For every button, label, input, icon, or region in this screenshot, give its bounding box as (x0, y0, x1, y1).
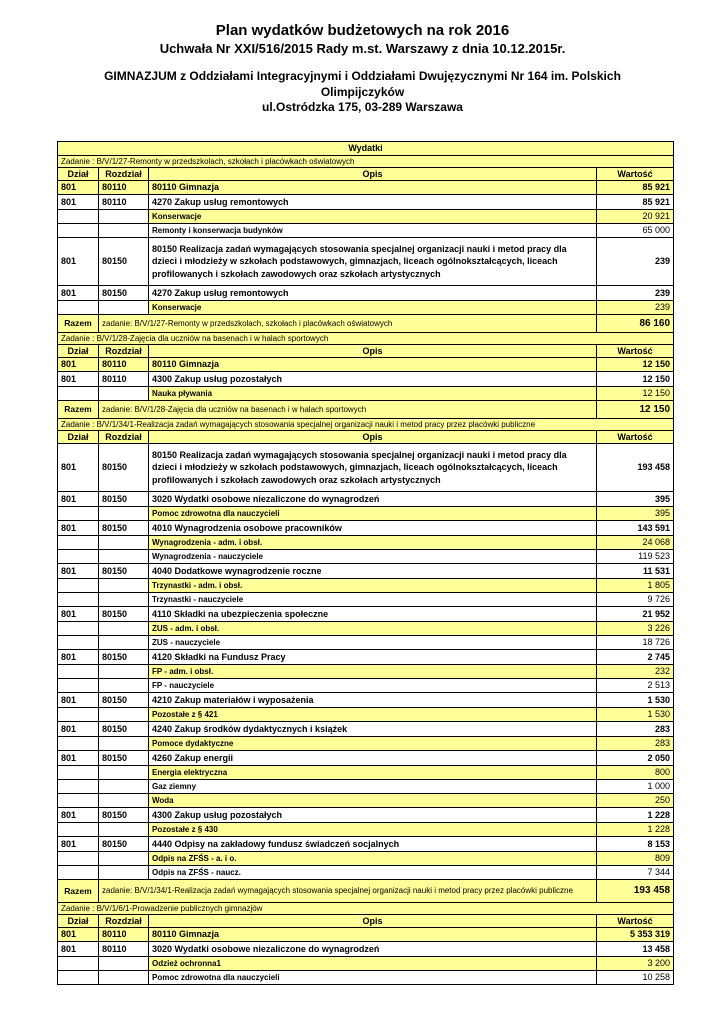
cell-wartosc: 809 (597, 852, 674, 866)
cell-opis: Wynagrodzenia - nauczyciele (149, 550, 597, 564)
cell-opis: Konserwacje (149, 210, 597, 224)
cell-rozdzial: 80150 (99, 751, 149, 766)
cell-opis: Pomoc zdrowotna dla nauczycieli (149, 971, 597, 985)
col-header-dzial: Dział (58, 168, 99, 181)
cell-dzial (58, 794, 99, 808)
cell-opis: Pozostałe z § 430 (149, 823, 597, 837)
total-label: Razem (58, 315, 99, 333)
cell-dzial (58, 866, 99, 880)
cell-rozdzial (99, 737, 149, 751)
cell-dzial: 801 (58, 521, 99, 536)
cell-opis: 4260 Zakup energii (149, 751, 597, 766)
cell-rozdzial: 80150 (99, 521, 149, 536)
cell-wartosc: 239 (597, 301, 674, 315)
cell-dzial (58, 507, 99, 521)
cell-wartosc: 1 805 (597, 579, 674, 593)
table-row (58, 823, 674, 837)
resolution-subtitle: Uchwała Nr XXI/516/2015 Rady m.st. Warszawy z dnia 10.12.2015r. (159, 41, 566, 56)
table-row (58, 564, 674, 579)
table-row (58, 708, 674, 722)
cell-dzial (58, 957, 99, 971)
cell-dzial: 801 (58, 372, 99, 387)
cell-rozdzial: 80110 (99, 928, 149, 942)
cell-opis: 3020 Wydatki osobowe niezaliczone do wynagrodzeń (149, 942, 597, 957)
cell-opis: Pomoce dydaktyczne (149, 737, 597, 751)
cell-dzial: 801 (58, 181, 99, 195)
cell-wartosc: 143 591 (597, 521, 674, 536)
school-address: ul.Ostródzka 175, 03-289 Warszawa (262, 100, 463, 114)
table-row (58, 238, 674, 286)
total-value: 12 150 (597, 401, 674, 419)
cell-dzial (58, 766, 99, 780)
cell-dzial (58, 387, 99, 401)
cell-opis: 4010 Wynagrodzenia osobowe pracowników (149, 521, 597, 536)
cell-wartosc: 250 (597, 794, 674, 808)
cell-opis: 3020 Wydatki osobowe niezaliczone do wynagrodzeń (149, 492, 597, 507)
table-heading: Wydatki (58, 142, 674, 156)
cell-wartosc: 2 745 (597, 650, 674, 665)
total-value: 86 160 (597, 315, 674, 333)
cell-opis: Trzynastki - adm. i obsł. (149, 579, 597, 593)
cell-rozdzial (99, 971, 149, 985)
table-row (58, 942, 674, 957)
table-row (58, 636, 674, 650)
table-row (58, 751, 674, 766)
cell-dzial (58, 210, 99, 224)
cell-wartosc: 20 921 (597, 210, 674, 224)
cell-wartosc: 13 458 (597, 942, 674, 957)
cell-wartosc: 10 258 (597, 971, 674, 985)
cell-opis: 80110 Gimnazja (149, 358, 597, 372)
task-row (58, 419, 674, 431)
task-label: Zadanie : B/V/1/28-Zajęcia dla uczniów na basenach i w halach sportowych (58, 333, 674, 345)
table-row (58, 301, 674, 315)
cell-opis: Pomoc zdrowotna dla nauczycieli (149, 507, 597, 521)
table-row (58, 622, 674, 636)
cell-dzial (58, 636, 99, 650)
table-row (58, 971, 674, 985)
cell-rozdzial (99, 823, 149, 837)
col-header-wartosc: Wartość (597, 168, 674, 181)
cell-rozdzial: 80150 (99, 607, 149, 622)
cell-dzial: 801 (58, 837, 99, 852)
cell-opis: 4210 Zakup materiałów i wyposażenia (149, 693, 597, 708)
cell-wartosc: 3 200 (597, 957, 674, 971)
table-row (58, 837, 674, 852)
cell-wartosc: 85 921 (597, 195, 674, 210)
cell-rozdzial (99, 507, 149, 521)
cell-opis: 80150 Realizacja zadań wymagających stosowania specjalnej organizacji nauki i metod pracy dla dzieci i młodzieży w szkołach podstawowych, gimnazjach, liceach ogólnokształcących, liceach profilowanych i szkołach zawodowych oraz szkołach artystycznych (149, 238, 597, 286)
table-row (58, 722, 674, 737)
col-header-wartosc: Wartość (597, 345, 674, 358)
cell-rozdzial: 80150 (99, 238, 149, 286)
cell-rozdzial: 80110 (99, 942, 149, 957)
cell-rozdzial (99, 780, 149, 794)
cell-opis: FP - adm. i obsł. (149, 665, 597, 679)
table-row (58, 852, 674, 866)
cell-opis: Trzynastki - nauczyciele (149, 593, 597, 607)
total-label: Razem (58, 880, 99, 903)
table-row (58, 286, 674, 301)
cell-wartosc: 232 (597, 665, 674, 679)
cell-wartosc: 8 153 (597, 837, 674, 852)
table-row (58, 492, 674, 507)
cell-wartosc: 1 000 (597, 780, 674, 794)
cell-opis: Energia elektryczna (149, 766, 597, 780)
table-row (58, 550, 674, 564)
cell-rozdzial (99, 622, 149, 636)
cell-opis: Odpis na ZFŚS - naucz. (149, 866, 597, 880)
cell-wartosc: 7 344 (597, 866, 674, 880)
table-row (58, 794, 674, 808)
task-label: Zadanie : B/V/1/27-Remonty w przedszkolach, szkołach i placówkach oświatowych (58, 156, 674, 168)
school-name: GIMNAZJUM z Oddziałami Integracyjnymi i Oddziałami Dwujęzycznymi Nr 164 im. Polskich Olimpijczyków (104, 69, 621, 99)
table-row (58, 210, 674, 224)
expenses-table (57, 141, 674, 985)
cell-rozdzial: 80150 (99, 650, 149, 665)
cell-dzial: 801 (58, 358, 99, 372)
cell-dzial: 801 (58, 928, 99, 942)
cell-dzial (58, 224, 99, 238)
table-row (58, 693, 674, 708)
table-heading-row (58, 142, 674, 156)
cell-dzial (58, 665, 99, 679)
cell-rozdzial (99, 708, 149, 722)
cell-wartosc: 800 (597, 766, 674, 780)
cell-opis: 80150 Realizacja zadań wymagających stosowania specjalnej organizacji nauki i metod pracy dla dzieci i młodzieży w szkołach podstawowych, gimnazjach, liceach ogólnokształcących, liceach profilowanych i szkołach zawodowych oraz szkołach artystycznych (149, 444, 597, 492)
cell-wartosc: 1 228 (597, 823, 674, 837)
cell-rozdzial (99, 665, 149, 679)
cell-rozdzial (99, 852, 149, 866)
cell-wartosc: 5 353 319 (597, 928, 674, 942)
task-row (58, 333, 674, 345)
cell-rozdzial: 80110 (99, 195, 149, 210)
cell-rozdzial (99, 301, 149, 315)
cell-wartosc: 283 (597, 722, 674, 737)
table-row (58, 372, 674, 387)
cell-wartosc: 3 226 (597, 622, 674, 636)
cell-rozdzial: 80110 (99, 181, 149, 195)
column-header-row (58, 431, 674, 444)
total-description: zadanie: B/V/1/34/1-Realizacja zadań wymagających stosowania specjalnej organizacji nauki i metod pracy przez placówki publiczne (99, 880, 597, 903)
cell-rozdzial (99, 794, 149, 808)
cell-wartosc: 11 531 (597, 564, 674, 579)
total-value: 193 458 (597, 880, 674, 903)
cell-rozdzial: 80150 (99, 722, 149, 737)
col-header-opis: Opis (149, 915, 597, 928)
cell-wartosc: 283 (597, 737, 674, 751)
table-row (58, 507, 674, 521)
cell-rozdzial: 80150 (99, 492, 149, 507)
cell-rozdzial: 80110 (99, 358, 149, 372)
cell-wartosc: 24 068 (597, 536, 674, 550)
table-row (58, 679, 674, 693)
col-header-opis: Opis (149, 168, 597, 181)
table-row (58, 444, 674, 492)
cell-dzial (58, 550, 99, 564)
cell-opis: 4270 Zakup usług remontowych (149, 195, 597, 210)
table-row (58, 521, 674, 536)
col-header-wartosc: Wartość (597, 431, 674, 444)
cell-wartosc: 12 150 (597, 358, 674, 372)
cell-dzial: 801 (58, 564, 99, 579)
cell-opis: ZUS - adm. i obsł. (149, 622, 597, 636)
col-header-dzial: Dział (58, 431, 99, 444)
cell-dzial (58, 852, 99, 866)
cell-dzial: 801 (58, 722, 99, 737)
cell-opis: FP - nauczyciele (149, 679, 597, 693)
cell-opis: 4300 Zakup usług pozostałych (149, 372, 597, 387)
col-header-rozdzial: Rozdział (99, 168, 149, 181)
cell-wartosc: 193 458 (597, 444, 674, 492)
table-row (58, 866, 674, 880)
cell-dzial (58, 708, 99, 722)
task-label: Zadanie : B/V/1/6/1-Prowadzenie publicznych gimnazjów (58, 903, 674, 915)
cell-opis: 4440 Odpisy na zakładowy fundusz świadczeń socjalnych (149, 837, 597, 852)
cell-rozdzial (99, 536, 149, 550)
cell-dzial (58, 737, 99, 751)
cell-opis: 4240 Zakup środków dydaktycznych i książek (149, 722, 597, 737)
cell-opis: Konserwacje (149, 301, 597, 315)
cell-wartosc: 21 952 (597, 607, 674, 622)
table-row (58, 766, 674, 780)
total-label: Razem (58, 401, 99, 419)
cell-opis: 80110 Gimnazja (149, 181, 597, 195)
cell-rozdzial: 80110 (99, 372, 149, 387)
cell-dzial (58, 780, 99, 794)
table-row (58, 737, 674, 751)
cell-opis: Remonty i konserwacja budynków (149, 224, 597, 238)
task-total-row (58, 401, 674, 419)
col-header-rozdzial: Rozdział (99, 915, 149, 928)
column-header-row (58, 168, 674, 181)
cell-dzial: 801 (58, 444, 99, 492)
cell-rozdzial: 80150 (99, 808, 149, 823)
cell-dzial: 801 (58, 942, 99, 957)
cell-opis: Gaz ziemny (149, 780, 597, 794)
cell-rozdzial: 80150 (99, 286, 149, 301)
cell-rozdzial (99, 957, 149, 971)
cell-dzial: 801 (58, 607, 99, 622)
cell-rozdzial (99, 766, 149, 780)
table-row (58, 650, 674, 665)
table-row (58, 808, 674, 823)
cell-opis: 4110 Składki na ubezpieczenia społeczne (149, 607, 597, 622)
task-total-row (58, 880, 674, 903)
cell-opis: ZUS - nauczyciele (149, 636, 597, 650)
table-row (58, 665, 674, 679)
cell-opis: Wynagrodzenia - adm. i obsł. (149, 536, 597, 550)
cell-wartosc: 12 150 (597, 387, 674, 401)
cell-opis: 4300 Zakup usług pozostałych (149, 808, 597, 823)
cell-opis: 4040 Dodatkowe wynagrodzenie roczne (149, 564, 597, 579)
cell-dzial: 801 (58, 650, 99, 665)
cell-dzial: 801 (58, 693, 99, 708)
expenses-table-body (58, 142, 674, 985)
table-row (58, 579, 674, 593)
table-row (58, 607, 674, 622)
cell-dzial: 801 (58, 286, 99, 301)
col-header-wartosc: Wartość (597, 915, 674, 928)
cell-wartosc: 1 530 (597, 708, 674, 722)
cell-opis: 4120 Składki na Fundusz Pracy (149, 650, 597, 665)
cell-rozdzial: 80150 (99, 444, 149, 492)
cell-dzial: 801 (58, 195, 99, 210)
cell-wartosc: 239 (597, 238, 674, 286)
table-row (58, 387, 674, 401)
cell-opis: Odzież ochronna1 (149, 957, 597, 971)
cell-wartosc: 395 (597, 492, 674, 507)
cell-wartosc: 12 150 (597, 372, 674, 387)
cell-dzial: 801 (58, 492, 99, 507)
cell-wartosc: 9 726 (597, 593, 674, 607)
cell-rozdzial (99, 593, 149, 607)
cell-wartosc: 2 513 (597, 679, 674, 693)
cell-wartosc: 18 726 (597, 636, 674, 650)
cell-dzial: 801 (58, 808, 99, 823)
cell-dzial (58, 971, 99, 985)
cell-wartosc: 85 921 (597, 181, 674, 195)
cell-rozdzial: 80150 (99, 693, 149, 708)
cell-dzial: 801 (58, 751, 99, 766)
task-row (58, 156, 674, 168)
col-header-rozdzial: Rozdział (99, 431, 149, 444)
cell-wartosc: 2 050 (597, 751, 674, 766)
task-label: Zadanie : B/V/1/34/1-Realizacja zadań wymagających stosowania specjalnej organizacji nauki i metod pracy przez placówki publiczne (58, 419, 674, 431)
cell-rozdzial (99, 679, 149, 693)
col-header-rozdzial: Rozdział (99, 345, 149, 358)
cell-dzial (58, 579, 99, 593)
cell-rozdzial (99, 550, 149, 564)
col-header-dzial: Dział (58, 915, 99, 928)
column-header-row (58, 345, 674, 358)
cell-dzial (58, 536, 99, 550)
task-row (58, 903, 674, 915)
table-row (58, 224, 674, 238)
document-title: Plan wydatków budżetowych na rok 2016 (215, 22, 510, 39)
cell-opis: Nauka pływania (149, 387, 597, 401)
cell-wartosc: 395 (597, 507, 674, 521)
cell-wartosc: 1 228 (597, 808, 674, 823)
cell-opis: 4270 Zakup usług remontowych (149, 286, 597, 301)
cell-opis: Pozostałe z § 421 (149, 708, 597, 722)
column-header-row (58, 915, 674, 928)
cell-opis: Woda (149, 794, 597, 808)
cell-dzial (58, 622, 99, 636)
cell-dzial (58, 823, 99, 837)
cell-wartosc: 239 (597, 286, 674, 301)
total-description: zadanie: B/V/1/28-Zajęcia dla uczniów na basenach i w halach sportowych (99, 401, 597, 419)
cell-rozdzial (99, 866, 149, 880)
cell-dzial: 801 (58, 238, 99, 286)
cell-rozdzial: 80150 (99, 564, 149, 579)
cell-rozdzial (99, 387, 149, 401)
cell-opis: Odpis na ZFŚS - a. i o. (149, 852, 597, 866)
col-header-dzial: Dział (58, 345, 99, 358)
cell-rozdzial: 80150 (99, 837, 149, 852)
table-row (58, 928, 674, 942)
cell-rozdzial (99, 579, 149, 593)
cell-rozdzial (99, 224, 149, 238)
col-header-opis: Opis (149, 345, 597, 358)
cell-dzial (58, 301, 99, 315)
table-row (58, 181, 674, 195)
cell-dzial (58, 593, 99, 607)
table-row (58, 957, 674, 971)
cell-wartosc: 119 523 (597, 550, 674, 564)
cell-wartosc: 65 000 (597, 224, 674, 238)
task-total-row (58, 315, 674, 333)
cell-rozdzial (99, 636, 149, 650)
cell-rozdzial (99, 210, 149, 224)
cell-opis: 80110 Gimnazja (149, 928, 597, 942)
table-row (58, 195, 674, 210)
total-description: zadanie: B/V/1/27-Remonty w przedszkolach, szkołach i placówkach oświatowych (99, 315, 597, 333)
col-header-opis: Opis (149, 431, 597, 444)
cell-wartosc: 1 530 (597, 693, 674, 708)
table-row (58, 536, 674, 550)
table-row (58, 593, 674, 607)
table-row (58, 358, 674, 372)
cell-dzial (58, 679, 99, 693)
table-row (58, 780, 674, 794)
